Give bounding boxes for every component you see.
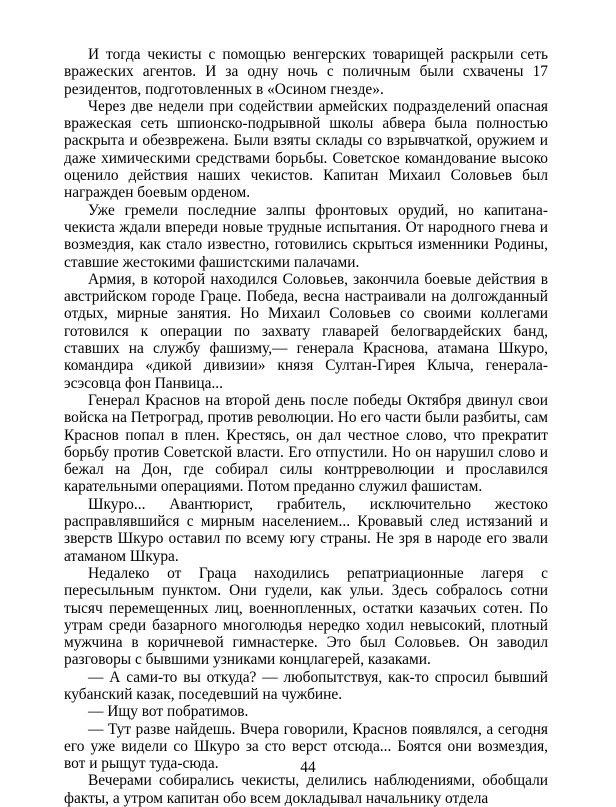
paragraph-1: И тогда чекисты с помощью венгерских товарищей раскрыли сеть вражеских агентов. И за одну ночь с поличным были схвачены 17 резидентов, подготовленных в «Осином гнезде». bbox=[64, 46, 548, 98]
paragraph-2: Через две недели при содействии армейских подразделений опасная вражеская сеть шпионско-подрывной школы абвера была полностью раскрыта и обезврежена. Были взяты склады со взрывчаткой, оружием и даже химическими средствами борьбы. Советское командование высоко оценило действия наших чекистов. Капитан Михаил Соловьев был награжден боевым орденом. bbox=[64, 97, 548, 202]
paragraph-5: Генерал Краснов на второй день после победы Октября двинул свои войска на Петроград, против революции. Но его части были разбиты, сам Краснов попал в плен. Крестясь, он дал честное слово, что прекратит борьбу против Советской власти. Его отпустили. Но он нарушил слово и бежал на Дон, где собирал силы контрреволюции и прославился карательными операциями. Потом преданно служил фашистам. bbox=[64, 391, 548, 496]
page-body bbox=[64, 46, 548, 807]
page-number: 44 bbox=[300, 759, 316, 776]
paragraph-6: Шкуро... Авантюрист, грабитель, исключительно жестоко расправлявшийся с мирным населением... Кровавый след истязаний и зверств Шкуро оставил по всему югу страны. Не зря в народе его звали атаманом Шкура. bbox=[64, 495, 548, 565]
paragraph-7: Недалеко от Граца находились репатриационные лагеря с пересыльным пунктом. Они гудели, как ульи. Здесь собралось сотни тысяч перемещенных лиц, военнопленных, остатки казачьих сотен. По утрам среди базарного многолюдья нередко ходил невысокий, плотный мужчина в коричневой гимнастерке. Это был Соловьев. Он заводил разговоры с бывшими узниками концлагерей, казаками. bbox=[64, 564, 548, 669]
dialog-line-3: — Тут разве найдешь. Вчера говорили, Краснов появлялся, а сегодня его уже видели со Шкуро за сто верст отсюда... Боятся они возмездия, вот и рыщут туда-сюда. bbox=[64, 720, 548, 773]
paragraph-last: Вечерами собирались чекисты, делились наблюдениями, обобщали факты, а утром капитан обо всем докладывал начальнику отдела bbox=[64, 772, 548, 807]
paragraph-4: Армия, в которой находился Соловьев, закончила боевые действия в австрийском городе Граце. Победа, весна настраивали на долгожданный отдых, мирные занятия. Но Михаил Соловьев со своими коллегами готовился к операции по захвату главарей белогвардейских банд, ставших на службу фашизму,— генерала Краснова, атамана Шкуро, командира «дикой дивизии» князя Султан-Гирея Клыча, генерала-эсэсовца фон Панвица... bbox=[64, 270, 548, 392]
paragraph-3: Уже гремели последние залпы фронтовых орудий, но капитана-чекиста ждали впереди новые трудные испытания. От народного гнева и возмездия, как стало известно, готовились скрыться изменники Родины, ставшие жестокими фашистскими палачами. bbox=[64, 201, 548, 271]
dialog-line-2: — Ищу вот побратимов. bbox=[88, 703, 249, 721]
dialog-line-1: — А сами-то вы откуда? — любопытствуя, как-то спросил бывший кубанский казак, поседевший на чужбине. bbox=[64, 668, 548, 703]
